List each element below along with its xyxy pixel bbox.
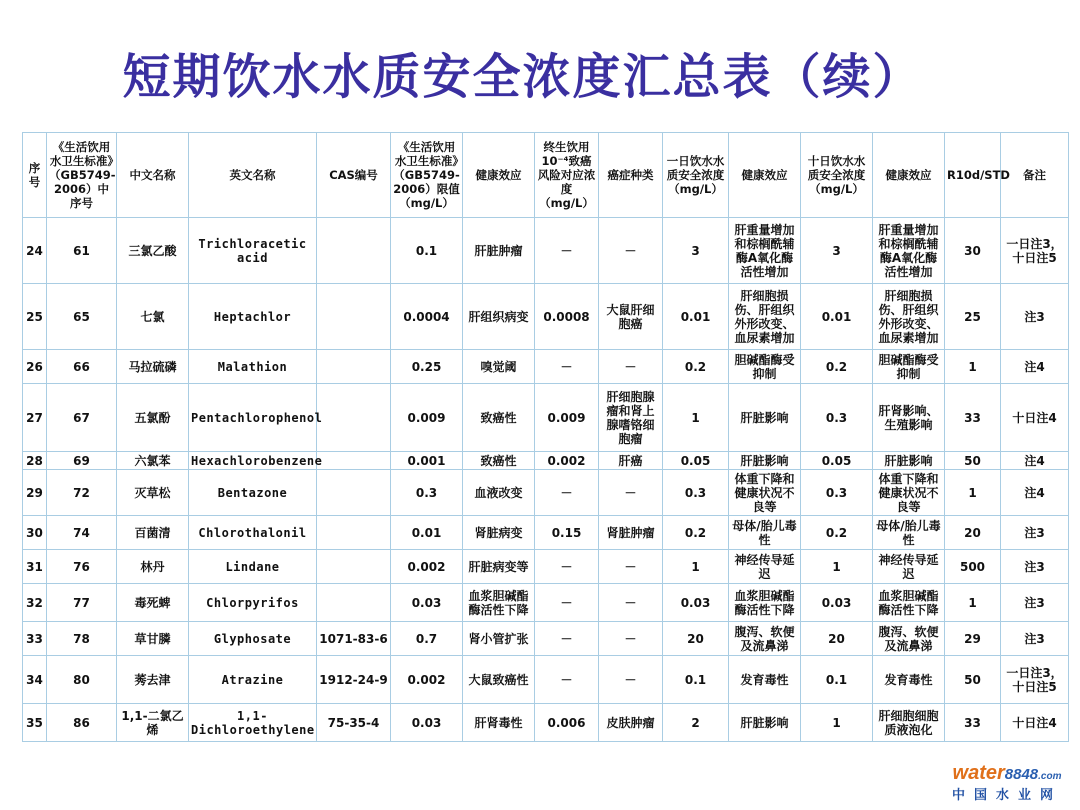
table-cell: 3 [663, 218, 729, 284]
table-cell: 20 [663, 622, 729, 656]
table-cell [317, 516, 391, 550]
table-cell: 34 [23, 656, 47, 704]
table-cell: 莠去津 [117, 656, 189, 704]
table-cell: 十日注4 [1001, 704, 1069, 742]
table-cell [317, 384, 391, 452]
table-cell: 65 [47, 284, 117, 350]
column-header: 《生活饮用水卫生标准》（GB5749-2006）限值（mg/L） [391, 133, 463, 218]
table-cell: 86 [47, 704, 117, 742]
table-row [23, 452, 1069, 470]
table-cell: 1 [945, 350, 1001, 384]
table-cell: 24 [23, 218, 47, 284]
table-cell: 肾小管扩张 [463, 622, 535, 656]
table-cell: 32 [23, 584, 47, 622]
table-cell: － [599, 218, 663, 284]
table-cell: 血浆胆碱酯酶活性下降 [463, 584, 535, 622]
table-cell: 肝细胞损伤、肝组织外形改变、血尿素增加 [729, 284, 801, 350]
table-cell: 七氯 [117, 284, 189, 350]
table-cell: 0.15 [535, 516, 599, 550]
table-cell: 1 [663, 550, 729, 584]
table-header-row [23, 133, 1069, 218]
table-cell: 胆碱酯酶受抑制 [873, 350, 945, 384]
table-cell: － [599, 622, 663, 656]
column-header: 健康效应 [463, 133, 535, 218]
table-row [23, 704, 1069, 742]
column-header: 《生活饮用水卫生标准》（GB5749-2006）中序号 [47, 133, 117, 218]
table-cell: 74 [47, 516, 117, 550]
table-cell: Lindane [189, 550, 317, 584]
column-header: 备注 [1001, 133, 1069, 218]
table-cell: 29 [945, 622, 1001, 656]
table-cell: 0.002 [535, 452, 599, 470]
table-cell: 33 [945, 704, 1001, 742]
table-cell: 0.3 [663, 470, 729, 516]
column-header: 一日饮水水质安全浓度（mg/L） [663, 133, 729, 218]
table-cell: 一日注3，十日注5 [1001, 218, 1069, 284]
table-cell: 20 [945, 516, 1001, 550]
table-cell: 十日注4 [1001, 384, 1069, 452]
table-cell: － [599, 470, 663, 516]
table-row [23, 470, 1069, 516]
table-cell: 3 [801, 218, 873, 284]
table-cell: 五氯酚 [117, 384, 189, 452]
table-cell: 30 [23, 516, 47, 550]
water-quality-table [22, 132, 1069, 742]
logo-subtitle: 中国水业网 [951, 788, 1062, 803]
table-cell: 0.03 [391, 584, 463, 622]
table-cell: 灭草松 [117, 470, 189, 516]
table-cell: 61 [47, 218, 117, 284]
column-header: 英文名称 [189, 133, 317, 218]
table-cell: 大鼠肝细胞癌 [599, 284, 663, 350]
table-cell: 69 [47, 452, 117, 470]
table-row [23, 550, 1069, 584]
table-cell: 33 [23, 622, 47, 656]
table-cell: 27 [23, 384, 47, 452]
table-cell: 肝脏影响 [729, 704, 801, 742]
table-cell: 80 [47, 656, 117, 704]
table-cell: Atrazine [189, 656, 317, 704]
table-cell: 0.001 [391, 452, 463, 470]
table-cell: 78 [47, 622, 117, 656]
table-cell [317, 350, 391, 384]
table-cell: 肝脏病变等 [463, 550, 535, 584]
table-cell: Heptachlor [189, 284, 317, 350]
column-header: R10d/STD [945, 133, 1001, 218]
table-cell: 0.006 [535, 704, 599, 742]
table-cell: 注3 [1001, 622, 1069, 656]
table-cell: 血浆胆碱酯酶活性下降 [729, 584, 801, 622]
logo-brand-text: water [952, 762, 1005, 784]
table-cell: 0.009 [391, 384, 463, 452]
table-row [23, 218, 1069, 284]
table-cell: 0.0004 [391, 284, 463, 350]
table-cell: 28 [23, 452, 47, 470]
table-cell: 1 [801, 550, 873, 584]
table-cell: 50 [945, 656, 1001, 704]
table-cell: 0.01 [391, 516, 463, 550]
table-cell: 血浆胆碱酯酶活性下降 [873, 584, 945, 622]
table-cell: 1 [663, 384, 729, 452]
table-cell: 皮肤肿瘤 [599, 704, 663, 742]
table-cell: Bentazone [189, 470, 317, 516]
logo-brand-suffix: .com [1038, 771, 1062, 782]
table-cell: 肝组织病变 [463, 284, 535, 350]
table-cell: 肝重量增加和棕榈酰辅酶A氧化酶活性增加 [873, 218, 945, 284]
table-cell: 注3 [1001, 516, 1069, 550]
table-cell: 0.2 [801, 516, 873, 550]
table-cell: 血液改变 [463, 470, 535, 516]
table-cell: 0.25 [391, 350, 463, 384]
table-cell: － [535, 470, 599, 516]
table-cell: － [535, 550, 599, 584]
table-cell: 75-35-4 [317, 704, 391, 742]
table-cell: 0.03 [801, 584, 873, 622]
table-cell: 0.0008 [535, 284, 599, 350]
table-cell: 发育毒性 [729, 656, 801, 704]
table-cell: 神经传导延迟 [873, 550, 945, 584]
table-cell: 31 [23, 550, 47, 584]
table-cell: 30 [945, 218, 1001, 284]
table-cell [317, 550, 391, 584]
table-cell: 29 [23, 470, 47, 516]
column-header: 序号 [23, 133, 47, 218]
table-row [23, 384, 1069, 452]
table-cell: 草甘膦 [117, 622, 189, 656]
table-cell: 注3 [1001, 550, 1069, 584]
table-cell: 注4 [1001, 350, 1069, 384]
table-cell: 肝癌 [599, 452, 663, 470]
table-cell: 百菌清 [117, 516, 189, 550]
table-cell: 一日注3，十日注5 [1001, 656, 1069, 704]
table-cell: 肝细胞腺瘤和肾上腺嗜铬细胞瘤 [599, 384, 663, 452]
table-cell: 26 [23, 350, 47, 384]
table-cell [317, 284, 391, 350]
column-header: 十日饮水水质安全浓度（mg/L） [801, 133, 873, 218]
table-cell: 35 [23, 704, 47, 742]
table-cell: 0.03 [663, 584, 729, 622]
table-cell: 0.2 [663, 350, 729, 384]
table-cell: 肝脏肿瘤 [463, 218, 535, 284]
table-cell: 腹泻、软便及流鼻涕 [873, 622, 945, 656]
table-cell: 1,1-二氯乙烯 [117, 704, 189, 742]
table-row [23, 622, 1069, 656]
table-row [23, 284, 1069, 350]
table-cell: － [599, 350, 663, 384]
table-cell: 体重下降和健康状况不良等 [729, 470, 801, 516]
table-cell: 注4 [1001, 470, 1069, 516]
table-cell: 1,1-Dichloroethylene [189, 704, 317, 742]
column-header: CAS编号 [317, 133, 391, 218]
table-cell: Glyphosate [189, 622, 317, 656]
table-cell: 0.1 [801, 656, 873, 704]
table-cell: 母体/胎儿毒性 [873, 516, 945, 550]
table-cell [317, 584, 391, 622]
table-cell: 1 [801, 704, 873, 742]
table-cell: 肾脏肿瘤 [599, 516, 663, 550]
table-cell: － [599, 656, 663, 704]
table-cell: 体重下降和健康状况不良等 [873, 470, 945, 516]
table-cell: 0.3 [801, 384, 873, 452]
table-cell [317, 470, 391, 516]
table-cell: 0.002 [391, 656, 463, 704]
table-cell: 马拉硫磷 [117, 350, 189, 384]
table-row [23, 516, 1069, 550]
table-cell: 2 [663, 704, 729, 742]
logo-brand-number: 8848 [1004, 766, 1039, 783]
table-cell: 1912-24-9 [317, 656, 391, 704]
table-cell: 500 [945, 550, 1001, 584]
table-cell: 肝脏影响 [729, 452, 801, 470]
site-logo [942, 762, 1072, 804]
table-cell: 嗅觉阈 [463, 350, 535, 384]
table-cell: 0.1 [391, 218, 463, 284]
table-cell: 0.3 [391, 470, 463, 516]
table-cell: 肝细胞损伤、肝组织外形改变、血尿素增加 [873, 284, 945, 350]
column-header: 健康效应 [873, 133, 945, 218]
table-cell: 注4 [1001, 452, 1069, 470]
table-cell: － [535, 656, 599, 704]
table-cell: － [535, 218, 599, 284]
column-header: 癌症种类 [599, 133, 663, 218]
table-cell: Chlorothalonil [189, 516, 317, 550]
table-cell: 0.01 [801, 284, 873, 350]
table-row [23, 350, 1069, 384]
table-cell: Trichloracetic acid [189, 218, 317, 284]
table-cell: Malathion [189, 350, 317, 384]
table-cell: 0.1 [663, 656, 729, 704]
table-cell: 1 [945, 470, 1001, 516]
table-cell: 0.3 [801, 470, 873, 516]
table-cell: 肾脏病变 [463, 516, 535, 550]
column-header: 终生饮用10⁻⁴致癌风险对应浓度（mg/L） [535, 133, 599, 218]
table-cell: 肝肾影响、生殖影响 [873, 384, 945, 452]
table-cell: 大鼠致癌性 [463, 656, 535, 704]
table-cell: 0.002 [391, 550, 463, 584]
table-cell: 0.009 [535, 384, 599, 452]
table-cell: 致癌性 [463, 452, 535, 470]
table-row [23, 584, 1069, 622]
table-cell: Chlorpyrifos [189, 584, 317, 622]
table-cell: 20 [801, 622, 873, 656]
table-cell: 77 [47, 584, 117, 622]
table-cell: 25 [23, 284, 47, 350]
table-cell: 腹泻、软便及流鼻涕 [729, 622, 801, 656]
table-cell [317, 218, 391, 284]
table-cell: 发育毒性 [873, 656, 945, 704]
table-cell: 33 [945, 384, 1001, 452]
column-header: 中文名称 [117, 133, 189, 218]
table-cell: 肝脏影响 [729, 384, 801, 452]
column-header: 健康效应 [729, 133, 801, 218]
table-cell: 0.2 [663, 516, 729, 550]
table-cell: 神经传导延迟 [729, 550, 801, 584]
table-cell: 肝脏影响 [873, 452, 945, 470]
table-cell: － [599, 584, 663, 622]
table-cell: 胆碱酯酶受抑制 [729, 350, 801, 384]
table-cell: － [535, 584, 599, 622]
table-cell: 母体/胎儿毒性 [729, 516, 801, 550]
table-cell: 注3 [1001, 284, 1069, 350]
table-cell: 72 [47, 470, 117, 516]
table-cell: 1 [945, 584, 1001, 622]
table-cell: 三氯乙酸 [117, 218, 189, 284]
table-cell: Pentachlorophenol [189, 384, 317, 452]
table-cell: 0.7 [391, 622, 463, 656]
table-cell: 林丹 [117, 550, 189, 584]
table-cell: 0.03 [391, 704, 463, 742]
table-cell: 六氯苯 [117, 452, 189, 470]
table-cell: 0.05 [801, 452, 873, 470]
table-cell: Hexachlorobenzene [189, 452, 317, 470]
table-cell: 1071-83-6 [317, 622, 391, 656]
table-cell: 肝细胞细胞质液泡化 [873, 704, 945, 742]
table-cell: 毒死蜱 [117, 584, 189, 622]
table-cell: 致癌性 [463, 384, 535, 452]
table-cell: 76 [47, 550, 117, 584]
page-title: 短期饮水水质安全浓度汇总表（续） [122, 49, 923, 105]
table-cell: 肝重量增加和棕榈酰辅酶A氧化酶活性增加 [729, 218, 801, 284]
table-cell: － [535, 622, 599, 656]
table-cell: 0.05 [663, 452, 729, 470]
table-cell: 0.01 [663, 284, 729, 350]
table-cell: 67 [47, 384, 117, 452]
table-cell: 25 [945, 284, 1001, 350]
table-cell: － [599, 550, 663, 584]
table-cell: 0.2 [801, 350, 873, 384]
table-cell: 50 [945, 452, 1001, 470]
table-cell [317, 452, 391, 470]
table-row [23, 656, 1069, 704]
table-cell: － [535, 350, 599, 384]
table-cell: 注3 [1001, 584, 1069, 622]
table-cell: 肝肾毒性 [463, 704, 535, 742]
table-cell: 66 [47, 350, 117, 384]
